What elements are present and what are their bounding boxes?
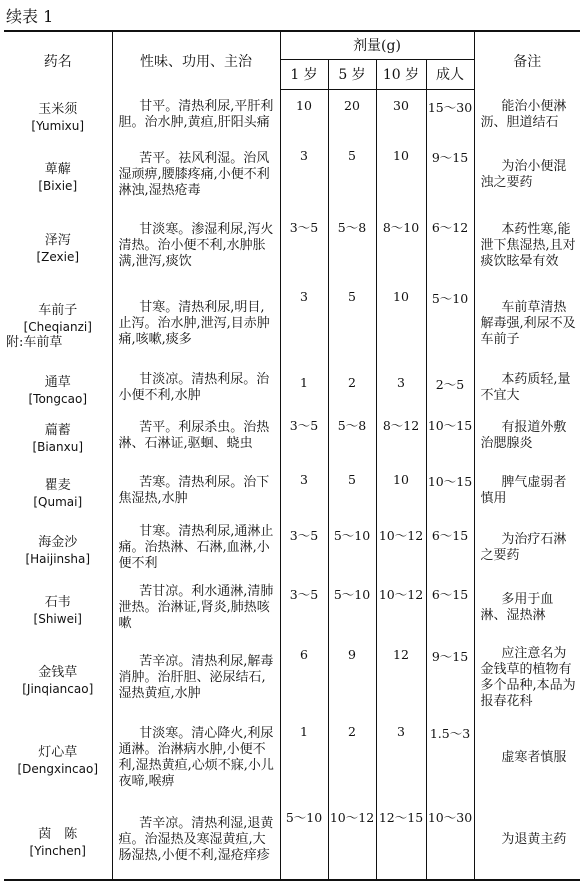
properties-text: 甘淡寒。渗湿利尿,泻火清热。治小便不利,水肿胀满,泄泻,痰饮 bbox=[118, 221, 274, 269]
herb-pinyin: [Bianxu] bbox=[32, 440, 84, 454]
properties-cell bbox=[112, 89, 280, 140]
notes-text: 本药性寒,能泄下焦湿热,且对痰饮眩晕有效 bbox=[480, 221, 576, 269]
properties-text: 苦平。利尿杀虫。治热淋、石淋证,驱蛔、蛲虫 bbox=[118, 420, 270, 451]
dose-1y: 3～5 bbox=[280, 518, 328, 577]
herb-name: 萆薢 bbox=[44, 162, 71, 177]
dose-5y: 5～10 bbox=[328, 577, 376, 639]
dose-adult: 6～15 bbox=[426, 577, 474, 639]
dose-5y: 5～10 bbox=[328, 518, 376, 577]
dose-adult: 10～30 bbox=[426, 800, 474, 880]
herb-pinyin: [Yinchen] bbox=[29, 843, 86, 858]
table-row bbox=[4, 408, 580, 464]
header-name: 药名 bbox=[4, 31, 112, 89]
herb-pinyin: [Dengxincao] bbox=[17, 762, 99, 776]
dose-1y: 3 bbox=[280, 464, 328, 518]
dose-1y: 3～5 bbox=[280, 577, 328, 639]
dose-5y: 5 bbox=[328, 140, 376, 210]
dose-adult: 6～15 bbox=[426, 518, 474, 577]
dose-1y: 10 bbox=[280, 89, 328, 140]
header-properties: 性味、功用、主治 bbox=[112, 31, 280, 89]
herb-name-cell bbox=[4, 577, 112, 639]
dose-10y: 10～12 bbox=[376, 518, 426, 577]
notes-text: 应注意名为金钱草的植物有多个品种,本品为报春花科 bbox=[480, 645, 576, 709]
dose-1y: 3～5 bbox=[280, 210, 328, 281]
herb-appendix: 附:车前草 bbox=[6, 335, 63, 350]
dose-10y: 12 bbox=[376, 639, 426, 716]
dose-5y: 2 bbox=[328, 367, 376, 408]
herb-name-cell bbox=[4, 367, 112, 408]
table-row bbox=[4, 518, 580, 577]
table-row bbox=[4, 800, 580, 880]
herb-name: 玉米须 bbox=[38, 101, 78, 117]
properties-text: 苦辛凉。清热利尿,解毒消肿。治肝胆、泌尿结石,湿热黄疸,水肿 bbox=[118, 653, 274, 701]
herb-name-cell bbox=[4, 800, 112, 880]
properties-cell bbox=[112, 140, 280, 210]
herb-name-cell bbox=[4, 89, 112, 140]
herb-name: 金钱草 bbox=[38, 664, 78, 680]
herb-name: 茵 陈 bbox=[38, 826, 78, 842]
dose-5y: 10～12 bbox=[328, 800, 376, 880]
table-body bbox=[4, 89, 580, 880]
dose-10y: 30 bbox=[376, 89, 426, 140]
dose-10y: 8～12 bbox=[376, 408, 426, 464]
properties-cell bbox=[112, 577, 280, 639]
herb-name-cell bbox=[4, 281, 112, 367]
notes-text: 为退黄主药 bbox=[501, 831, 567, 847]
herb-name: 海金沙 bbox=[38, 534, 78, 550]
herb-name-cell bbox=[4, 518, 112, 577]
header-notes: 备注 bbox=[474, 31, 580, 89]
table-row bbox=[4, 716, 580, 800]
notes-cell bbox=[474, 577, 580, 639]
properties-text: 苦寒。清热利尿。治下焦湿热,水肿 bbox=[118, 475, 270, 506]
dose-1y: 3～5 bbox=[280, 408, 328, 464]
notes-text: 能治小便淋沥、胆道结石 bbox=[480, 98, 567, 130]
herb-pinyin: [Qumai] bbox=[33, 495, 83, 509]
dose-5y: 5 bbox=[328, 464, 376, 518]
notes-cell bbox=[474, 408, 580, 464]
properties-text: 甘淡寒。清心降火,利尿通淋。治淋病水肿,小便不利,湿热黄疸,心烦不寐,小儿夜啼,喉痹 bbox=[118, 726, 274, 789]
herb-name-cell bbox=[4, 639, 112, 716]
table-row bbox=[4, 639, 580, 716]
herb-pinyin: [Yumixu] bbox=[31, 118, 85, 133]
header-age-10: 10 岁 bbox=[376, 59, 426, 89]
herb-pinyin: [Haijinsha] bbox=[25, 551, 91, 566]
herb-pinyin: [Jinqiancao] bbox=[22, 681, 94, 696]
herb-pinyin: [Bixie] bbox=[38, 179, 78, 193]
herb-name-cell bbox=[4, 464, 112, 518]
notes-cell bbox=[474, 89, 580, 140]
herb-name: 石韦 bbox=[44, 595, 71, 610]
table-row bbox=[4, 464, 580, 518]
dose-adult: 2～5 bbox=[426, 367, 474, 408]
dose-5y: 9 bbox=[328, 639, 376, 716]
herb-table bbox=[4, 30, 580, 881]
header-age-1: 1 岁 bbox=[280, 59, 328, 89]
notes-text: 虚寒者慎服 bbox=[501, 750, 567, 765]
herb-name-cell bbox=[4, 716, 112, 800]
notes-text: 脾气虚弱者慎用 bbox=[480, 475, 567, 506]
dose-1y: 1 bbox=[280, 367, 328, 408]
herb-name: 萹蓄 bbox=[44, 423, 71, 438]
properties-cell bbox=[112, 408, 280, 464]
herb-pinyin: [Zexie] bbox=[36, 249, 80, 264]
dose-5y: 5～8 bbox=[328, 408, 376, 464]
dose-5y: 5～8 bbox=[328, 210, 376, 281]
notes-cell bbox=[474, 639, 580, 716]
herb-name-cell bbox=[4, 408, 112, 464]
notes-text: 为治疗石淋之要药 bbox=[480, 531, 567, 563]
notes-text: 车前草清热解毒强,利尿不及车前子 bbox=[480, 300, 576, 347]
dose-adult: 1.5～3 bbox=[426, 716, 474, 800]
dose-10y: 10 bbox=[376, 140, 426, 210]
herb-name-cell bbox=[4, 140, 112, 210]
notes-cell bbox=[474, 464, 580, 518]
header-dose-group: 剂量(g) bbox=[280, 31, 474, 59]
herb-pinyin: [Cheqianzi] bbox=[23, 320, 92, 334]
notes-cell bbox=[474, 800, 580, 880]
properties-cell bbox=[112, 716, 280, 800]
dose-adult: 5～10 bbox=[426, 281, 474, 367]
dose-5y: 5 bbox=[328, 281, 376, 367]
table-row bbox=[4, 140, 580, 210]
herb-name-cell bbox=[4, 210, 112, 281]
notes-text: 多用于血淋、湿热淋 bbox=[480, 592, 554, 623]
dose-1y: 1 bbox=[280, 716, 328, 800]
header-age-5: 5 岁 bbox=[328, 59, 376, 89]
herb-pinyin: [Tongcao] bbox=[28, 391, 87, 406]
table-row bbox=[4, 577, 580, 639]
dose-1y: 5～10 bbox=[280, 800, 328, 880]
herb-pinyin: [Shiwei] bbox=[33, 612, 82, 626]
table-row bbox=[4, 210, 580, 281]
dose-10y: 12～15 bbox=[376, 800, 426, 880]
properties-text: 苦甘凉。利水通淋,清肺泄热。治淋证,肾炎,肺热咳嗽 bbox=[118, 584, 274, 631]
dose-adult: 9～15 bbox=[426, 140, 474, 210]
herb-name: 通草 bbox=[44, 374, 71, 390]
herb-name: 车前子 bbox=[38, 303, 78, 318]
dose-5y: 2 bbox=[328, 716, 376, 800]
properties-text: 苦辛凉。清热利湿,退黄疸。治湿热及寒湿黄疸,大肠湿热,小便不利,湿疮痒疹 bbox=[118, 815, 274, 863]
dose-10y: 10 bbox=[376, 464, 426, 518]
properties-text: 苦平。祛风利湿。治风湿顽痹,腰膝疼痛,小便不利淋浊,湿热疮毒 bbox=[118, 151, 270, 198]
dose-10y: 10 bbox=[376, 281, 426, 367]
notes-text: 本药质轻,量不宜大 bbox=[480, 371, 571, 403]
dose-adult: 15～30 bbox=[426, 89, 474, 140]
notes-cell bbox=[474, 281, 580, 367]
dose-1y: 3 bbox=[280, 140, 328, 210]
properties-cell bbox=[112, 518, 280, 577]
dose-adult: 9～15 bbox=[426, 639, 474, 716]
table-row bbox=[4, 367, 580, 408]
properties-text: 甘寒。清热利尿,明目,止泻。治水肿,泄泻,目赤肿痛,咳嗽,痰多 bbox=[118, 300, 270, 347]
dose-1y: 3 bbox=[280, 281, 328, 367]
properties-cell bbox=[112, 367, 280, 408]
notes-cell bbox=[474, 716, 580, 800]
properties-cell bbox=[112, 800, 280, 880]
table-row bbox=[4, 281, 580, 367]
table-row bbox=[4, 89, 580, 140]
herb-name: 泽泻 bbox=[44, 232, 71, 248]
properties-text: 甘淡凉。清热利尿。治小便不利,水肿 bbox=[118, 371, 270, 403]
notes-cell bbox=[474, 518, 580, 577]
dose-adult: 10～15 bbox=[426, 408, 474, 464]
dose-5y: 20 bbox=[328, 89, 376, 140]
properties-cell bbox=[112, 210, 280, 281]
properties-cell bbox=[112, 464, 280, 518]
dose-10y: 8～10 bbox=[376, 210, 426, 281]
notes-cell bbox=[474, 140, 580, 210]
properties-cell bbox=[112, 639, 280, 716]
properties-text: 甘寒。清热利尿,通淋止痛。治热淋、石淋,血淋,小便不利 bbox=[118, 523, 274, 571]
notes-cell bbox=[474, 210, 580, 281]
notes-text: 为治小便混浊之要药 bbox=[480, 159, 567, 190]
herb-name: 瞿麦 bbox=[44, 478, 71, 493]
herb-name: 灯心草 bbox=[38, 745, 78, 760]
table-caption: 续表 1 bbox=[6, 7, 54, 26]
dose-adult: 6～12 bbox=[426, 210, 474, 281]
dose-adult: 10～15 bbox=[426, 464, 474, 518]
notes-cell bbox=[474, 367, 580, 408]
properties-text: 甘平。清热利尿,平肝利胆。治水肿,黄疸,肝阳头痛 bbox=[118, 98, 274, 130]
header-age-adult: 成人 bbox=[426, 59, 474, 89]
dose-1y: 6 bbox=[280, 639, 328, 716]
dose-10y: 10～12 bbox=[376, 577, 426, 639]
dose-10y: 3 bbox=[376, 367, 426, 408]
properties-cell bbox=[112, 281, 280, 367]
dose-10y: 3 bbox=[376, 716, 426, 800]
notes-text: 有报道外敷治腮腺炎 bbox=[480, 420, 567, 451]
